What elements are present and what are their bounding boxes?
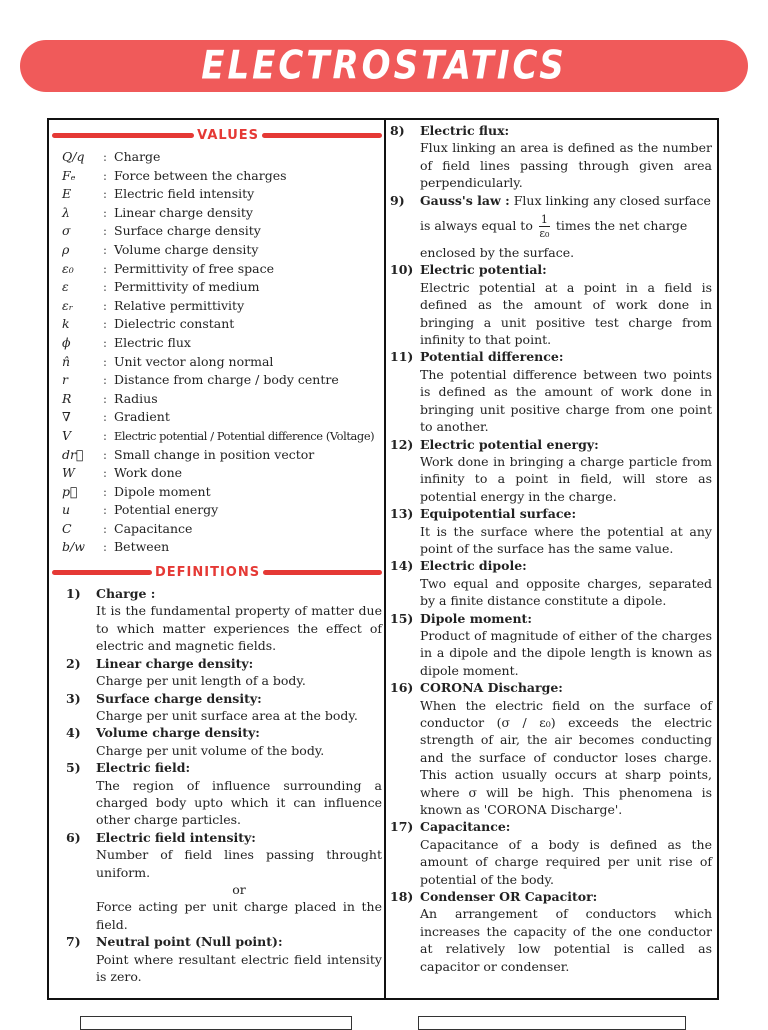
definition-item bbox=[390, 122, 712, 192]
left-column bbox=[52, 122, 382, 985]
definition-text-c: times the net charge bbox=[555, 218, 688, 234]
value-symbol: W bbox=[62, 465, 75, 481]
definitions-heading: DEFINITIONS bbox=[52, 561, 382, 583]
definition-number: 4) bbox=[66, 725, 81, 741]
value-symbol: r bbox=[62, 372, 68, 388]
definition-text: It is the surface where the potential at any point of the surface has the same value. bbox=[420, 523, 712, 556]
value-meaning: Electric flux bbox=[114, 334, 191, 350]
definition-item bbox=[390, 888, 712, 975]
definition-title: Charge : bbox=[96, 586, 156, 602]
value-symbol: ε bbox=[62, 279, 69, 295]
definition-text: An arrangement of conductors which increases the capacity of the one conductor at relatively low potential is called as capacitor or condenser. bbox=[420, 906, 712, 974]
definition-text-d: enclosed by the surface. bbox=[420, 245, 575, 261]
definition-item bbox=[52, 724, 382, 759]
value-symbol: b/w bbox=[62, 539, 85, 555]
definition-text: Charge per unit surface area at the body. bbox=[96, 707, 358, 723]
definitions-left bbox=[52, 585, 382, 985]
value-meaning: Dipole moment bbox=[114, 483, 211, 499]
value-meaning: Dielectric constant bbox=[114, 316, 235, 332]
definition-title: Potential difference: bbox=[420, 349, 564, 365]
definition-item bbox=[52, 690, 382, 725]
value-row bbox=[52, 260, 382, 279]
definition-number: 15) bbox=[390, 610, 414, 626]
definition-title: Condenser OR Capacitor: bbox=[420, 889, 598, 905]
value-meaning: Electric potential / Potential difference (Voltage) bbox=[114, 428, 375, 443]
definition-number: 7) bbox=[66, 934, 81, 950]
value-symbol: n̂ bbox=[62, 353, 71, 369]
definition-number: 12) bbox=[390, 436, 414, 452]
definition-number: 5) bbox=[66, 760, 81, 776]
definition-item bbox=[52, 829, 382, 933]
page-title: ELECTROSTATICS bbox=[201, 43, 567, 89]
value-row bbox=[52, 446, 382, 465]
value-row bbox=[52, 204, 382, 223]
definition-number: 14) bbox=[390, 558, 414, 574]
definition-number: 10) bbox=[390, 262, 414, 278]
value-row bbox=[52, 390, 382, 409]
value-colon: : bbox=[102, 149, 108, 164]
value-colon: : bbox=[102, 502, 108, 518]
value-symbol: σ bbox=[62, 223, 71, 239]
value-meaning: Unit vector along normal bbox=[114, 353, 274, 369]
definition-text: Capacitance of a body is defined as the amount of charge required per unit rise of potential of the body. bbox=[420, 836, 712, 887]
value-row bbox=[52, 334, 382, 353]
definition-title: Linear charge density: bbox=[96, 655, 254, 671]
value-meaning: Gradient bbox=[114, 409, 170, 425]
definition-item bbox=[390, 818, 712, 888]
value-colon: : bbox=[102, 316, 108, 332]
value-colon: : bbox=[102, 390, 108, 406]
value-colon: : bbox=[102, 204, 108, 220]
value-symbol: R bbox=[62, 390, 72, 406]
definition-title: Equipotential surface: bbox=[420, 506, 577, 522]
value-colon: : bbox=[102, 372, 108, 388]
value-symbol: p⃗ bbox=[62, 483, 78, 499]
value-meaning: Electric field intensity bbox=[114, 186, 255, 202]
definition-number: 13) bbox=[390, 506, 414, 522]
definition-item bbox=[390, 348, 712, 435]
definition-number: 2) bbox=[66, 655, 81, 671]
value-meaning: Permittivity of medium bbox=[114, 279, 260, 295]
definition-text: It is the fundamental property of matter due to which matter experiences the effect of electric and magnetic fields. bbox=[96, 603, 382, 654]
definition-item bbox=[52, 933, 382, 985]
values-list bbox=[52, 148, 382, 557]
value-row bbox=[52, 315, 382, 334]
value-symbol: Q/q bbox=[62, 149, 85, 164]
definition-number: 8) bbox=[390, 123, 405, 138]
definition-item bbox=[52, 655, 382, 690]
definition-number: 18) bbox=[390, 889, 414, 905]
value-colon: : bbox=[102, 483, 108, 499]
footer-box-right bbox=[418, 1016, 686, 1030]
value-colon: : bbox=[102, 353, 108, 369]
definition-item bbox=[390, 192, 712, 262]
value-row bbox=[52, 167, 382, 186]
value-colon: : bbox=[102, 520, 108, 536]
value-row bbox=[52, 520, 382, 539]
value-colon: : bbox=[102, 223, 108, 239]
value-meaning: Permittivity of free space bbox=[114, 260, 274, 276]
definition-item bbox=[52, 759, 382, 829]
value-row bbox=[52, 148, 382, 167]
value-symbol: Fₑ bbox=[62, 167, 76, 183]
value-colon: : bbox=[102, 297, 108, 313]
definition-text: When the electric field on the surface of conductor (σ / ε₀) exceeds the electric strength of air, the air becomes conducting and the surface of conductor loses charge. This action usually occurs at sharp points, where σ will be high. This phenomena is known as 'CORONA Discharge'. bbox=[420, 697, 712, 818]
value-meaning: Charge bbox=[114, 149, 161, 164]
value-row bbox=[52, 297, 382, 316]
definition-item bbox=[390, 679, 712, 818]
value-meaning: Radius bbox=[114, 390, 158, 406]
value-colon: : bbox=[102, 465, 108, 481]
definition-item bbox=[52, 585, 382, 655]
definition-number: 3) bbox=[66, 690, 81, 706]
value-meaning: Capacitance bbox=[114, 520, 193, 536]
definition-title: Electric potential energy: bbox=[420, 436, 599, 452]
definition-number: 6) bbox=[66, 829, 81, 845]
definition-or: or bbox=[232, 881, 246, 897]
definition-title: Capacitance: bbox=[420, 819, 511, 835]
definition-title: Surface charge density: bbox=[96, 690, 262, 706]
definition-number: 9) bbox=[390, 192, 405, 208]
value-colon: : bbox=[102, 241, 108, 257]
definition-text: Work done in bringing a charge particle from infinity to a point in field, will store as potential energy in the charge. bbox=[420, 453, 712, 504]
value-colon: : bbox=[102, 427, 108, 443]
value-row bbox=[52, 538, 382, 557]
definition-number: 1) bbox=[66, 586, 81, 602]
value-row bbox=[52, 408, 382, 427]
definition-text: The potential difference between two points is defined as the amount of work done in bringing unit positive charge from one point to another. bbox=[420, 366, 712, 435]
value-row bbox=[52, 501, 382, 520]
definition-number: 11) bbox=[390, 349, 414, 365]
value-row bbox=[52, 185, 382, 204]
value-meaning: Surface charge density bbox=[114, 223, 261, 239]
title-banner bbox=[20, 40, 748, 92]
definition-title: Dipole moment: bbox=[420, 610, 532, 626]
value-symbol: C bbox=[62, 520, 72, 536]
value-symbol: k bbox=[62, 316, 70, 332]
value-row bbox=[52, 353, 382, 372]
value-row bbox=[52, 427, 382, 446]
definition-item bbox=[390, 261, 712, 348]
value-colon: : bbox=[102, 186, 108, 202]
value-symbol: E bbox=[62, 186, 72, 202]
definition-title: Volume charge density: bbox=[96, 725, 260, 741]
definition-title: CORONA Discharge: bbox=[420, 680, 563, 696]
definition-text: Number of field lines passing throught uniform. bbox=[96, 847, 382, 880]
definition-text: Two equal and opposite charges, separated by a finite distance constitute a dipole. bbox=[420, 575, 712, 609]
value-row bbox=[52, 464, 382, 483]
definition-title: Electric field intensity: bbox=[96, 829, 256, 845]
value-symbol: ε₀ bbox=[62, 260, 74, 276]
value-row bbox=[52, 371, 382, 390]
footer-box-left bbox=[80, 1016, 352, 1030]
value-meaning: Relative permittivity bbox=[114, 297, 245, 313]
value-meaning: Between bbox=[114, 539, 170, 555]
value-colon: : bbox=[102, 334, 108, 350]
fraction: $\frac{1}{\text{ε₀}}$ bbox=[539, 213, 550, 241]
definition-title: Electric flux: bbox=[420, 123, 510, 138]
definition-number: 16) bbox=[390, 680, 414, 696]
definition-text: The region of influence surrounding a charged body upto which it can influence other charge particles. bbox=[96, 777, 382, 828]
value-colon: : bbox=[102, 446, 108, 462]
value-meaning: Volume charge density bbox=[114, 241, 259, 257]
value-row bbox=[52, 278, 382, 297]
value-meaning: Work done bbox=[114, 465, 183, 481]
value-colon: : bbox=[102, 409, 108, 425]
value-symbol: ∇ bbox=[62, 409, 71, 425]
value-colon: : bbox=[102, 279, 108, 295]
value-meaning: Force between the charges bbox=[114, 167, 287, 183]
definition-title: Electric field: bbox=[96, 760, 191, 776]
value-symbol: λ bbox=[62, 204, 70, 220]
definition-text: Charge per unit length of a body. bbox=[96, 673, 306, 689]
definition-text: Point where resultant electric field intensity is zero. bbox=[96, 951, 382, 984]
value-colon: : bbox=[102, 260, 108, 276]
value-symbol: εᵣ bbox=[62, 297, 74, 313]
right-column bbox=[390, 122, 712, 975]
definition-title: Gauss's law : bbox=[420, 192, 510, 208]
value-colon: : bbox=[102, 167, 108, 183]
value-meaning: Small change in position vector bbox=[114, 446, 315, 462]
definition-text: Product of magnitude of either of the charges in a dipole and the dipole length is known as dipole moment. bbox=[420, 627, 712, 678]
definition-text-b: is always equal to bbox=[420, 218, 533, 234]
definition-text: Flux linking an area is defined as the number of field lines passing through given area perpendicularly. bbox=[420, 140, 712, 191]
values-heading: VALUES bbox=[52, 124, 382, 146]
definition-item bbox=[390, 505, 712, 557]
definition-text: Electric potential at a point in a field is defined as the amount of work done in bringing a unit positive test charge from infinity to that point. bbox=[420, 279, 712, 348]
definition-text: Charge per unit volume of the body. bbox=[96, 742, 325, 758]
definition-item bbox=[390, 610, 712, 680]
value-meaning: Potential energy bbox=[114, 502, 219, 518]
value-symbol: dr⃗ bbox=[62, 446, 84, 462]
value-symbol: u bbox=[62, 502, 71, 518]
definition-title: Electric potential: bbox=[420, 262, 547, 278]
column-divider bbox=[384, 118, 386, 1000]
value-row bbox=[52, 222, 382, 241]
value-symbol: ρ bbox=[62, 241, 70, 257]
definitions-right bbox=[390, 122, 712, 975]
value-symbol: V bbox=[62, 427, 72, 443]
definition-number: 17) bbox=[390, 819, 414, 835]
value-colon: : bbox=[102, 539, 108, 555]
definition-title: Neutral point (Null point): bbox=[96, 934, 283, 950]
definition-text-alt: Force acting per unit charge placed in the field. bbox=[96, 899, 382, 932]
definition-title: Electric dipole: bbox=[420, 558, 527, 574]
value-symbol: ϕ bbox=[62, 334, 71, 350]
definition-item bbox=[390, 436, 712, 506]
definition-item bbox=[390, 557, 712, 609]
value-meaning: Linear charge density bbox=[114, 204, 253, 220]
definition-text: Flux linking any closed surface bbox=[513, 192, 711, 208]
value-row bbox=[52, 241, 382, 260]
value-meaning: Distance from charge / body centre bbox=[114, 372, 339, 388]
value-row bbox=[52, 483, 382, 502]
